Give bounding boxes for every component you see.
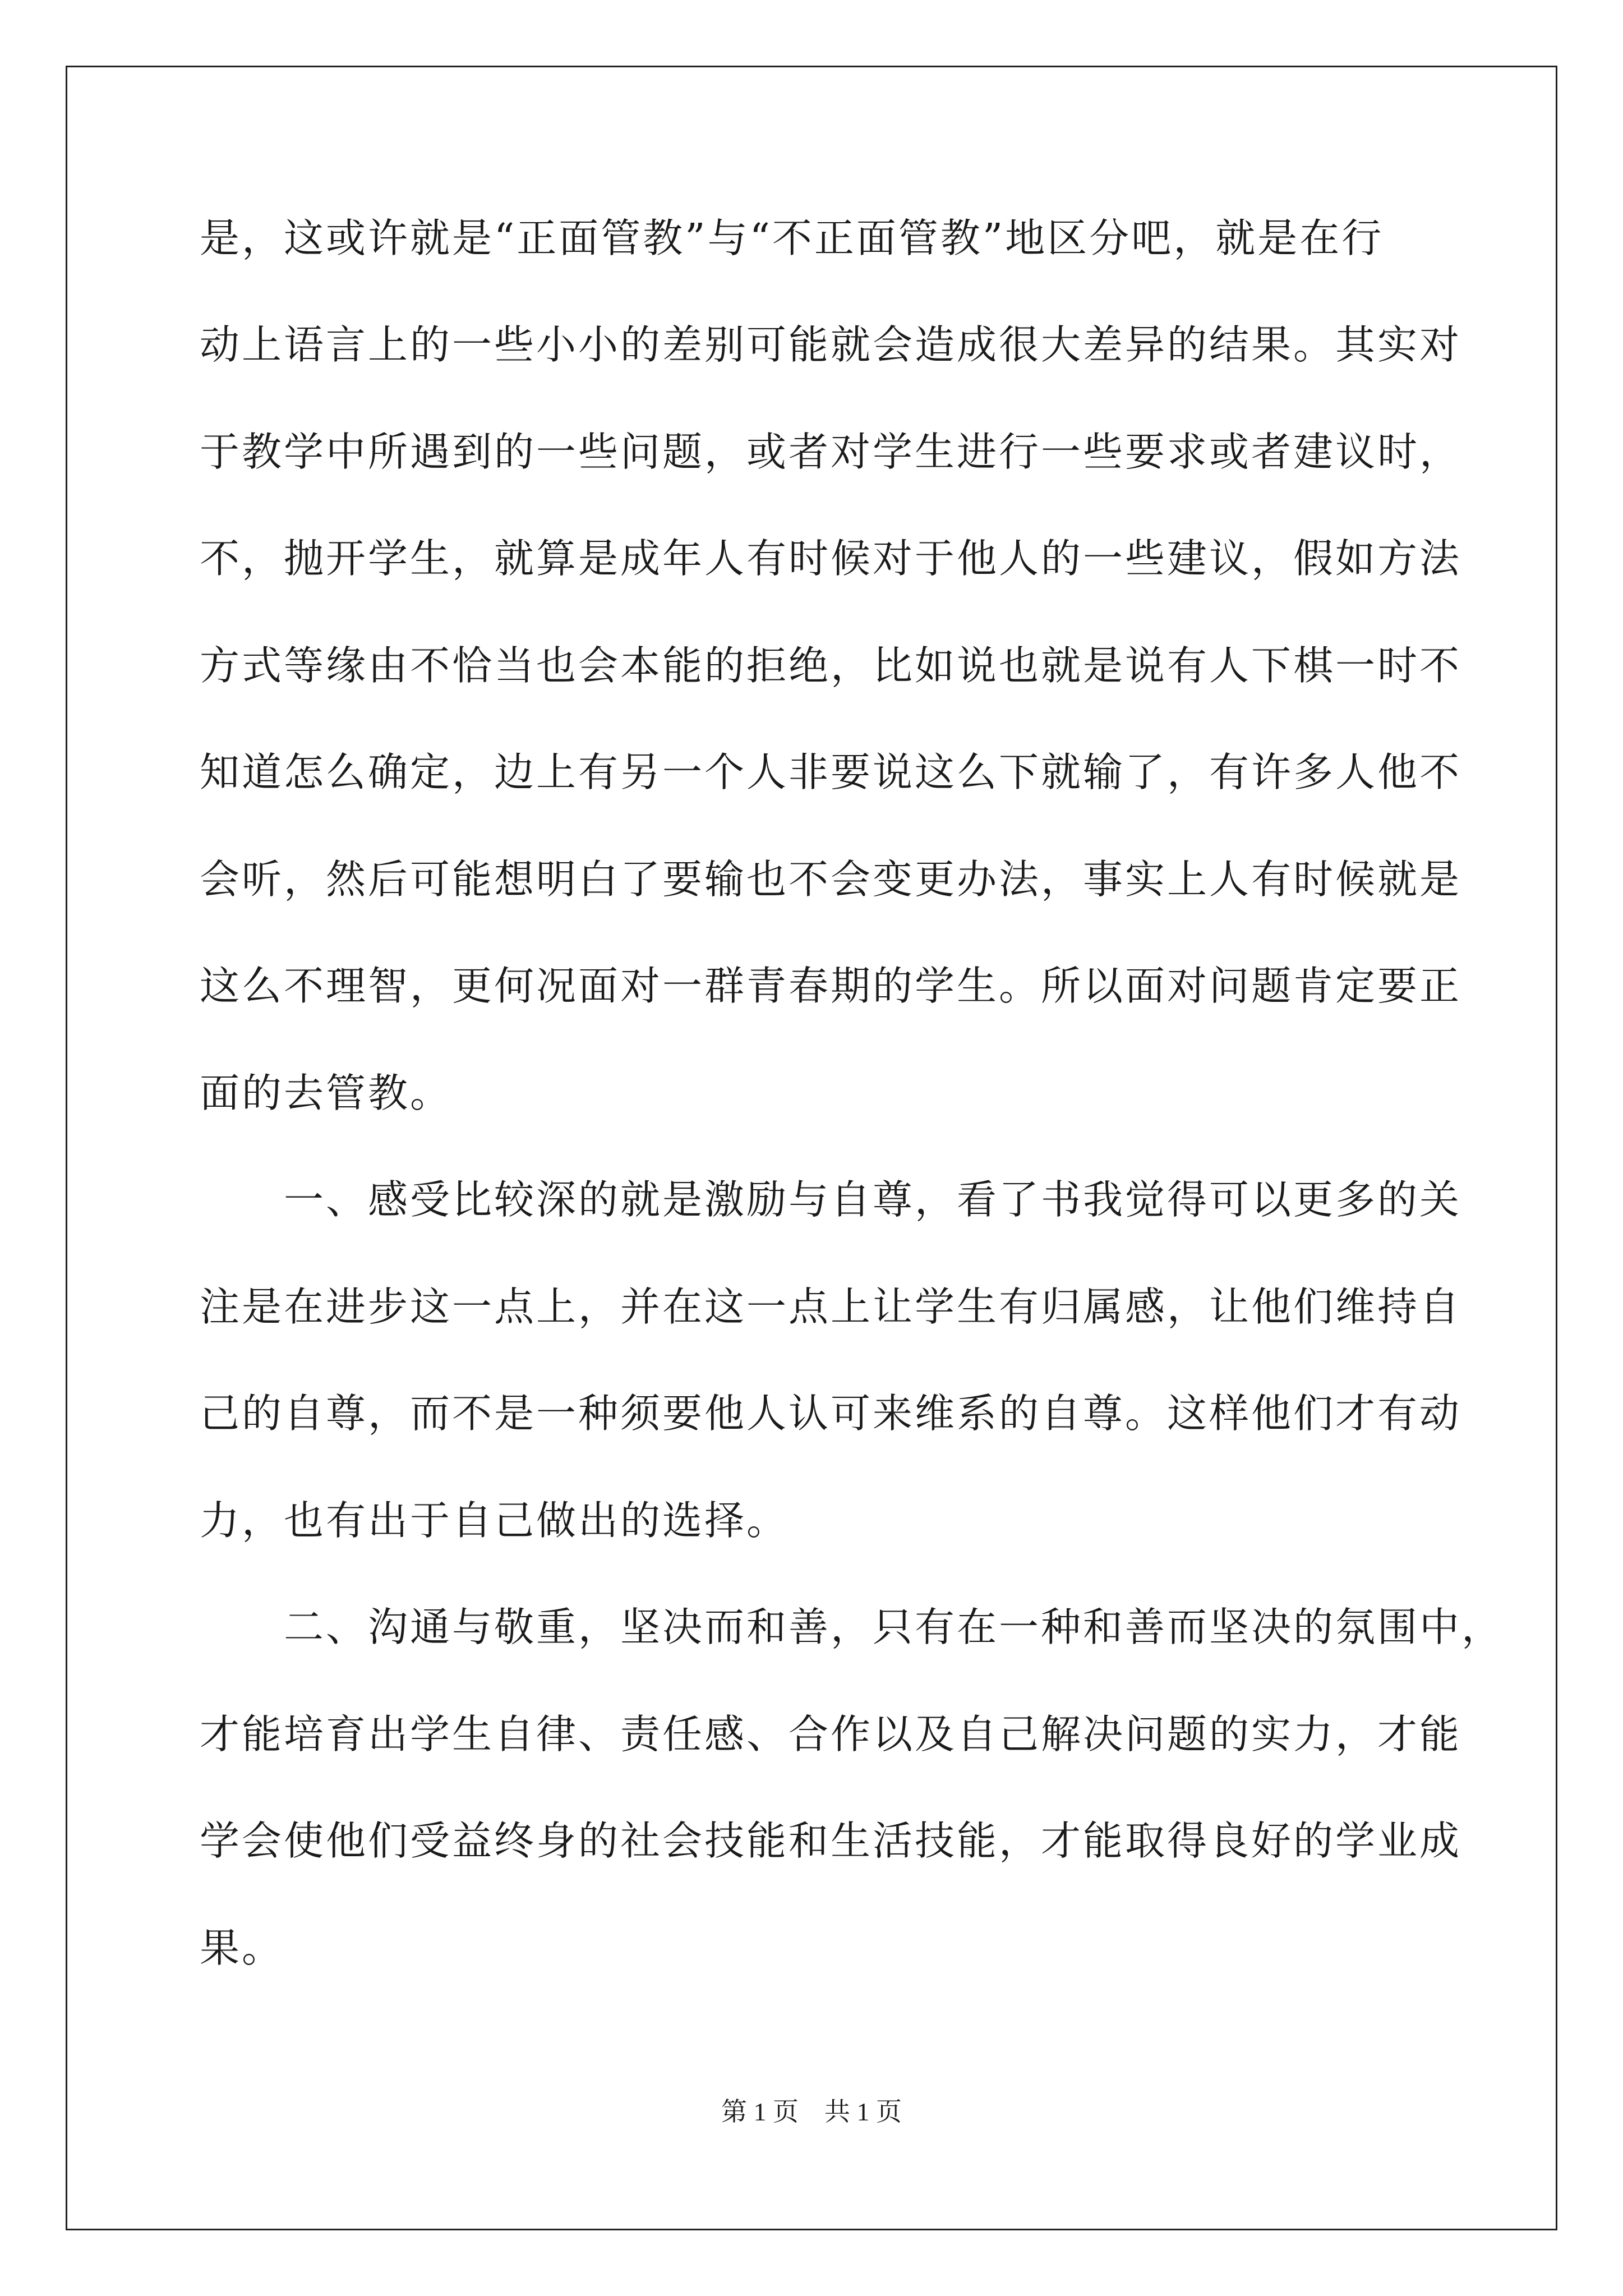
text-line: 方式等缘由不恰当也会本能的拒绝，比如说也就是说有人下棋一时不 xyxy=(200,642,1462,689)
text-line: 会听，然后可能想明白了要输也不会变更办法，事实上人有时候就是 xyxy=(200,856,1462,903)
paragraph-two-line: 二、沟通与敬重，坚决而和善，只有在一种和善而坚决的氛围中， xyxy=(200,1604,1504,1650)
text-line: 知道怎么确定，边上有另一个人非要说这么下就输了，有许多人他不 xyxy=(200,749,1462,795)
text-line: 己的自尊，而不是一种须要他人认可来维系的自尊。这样他们才有动 xyxy=(200,1390,1462,1437)
text-line: 果。 xyxy=(200,1925,284,1971)
text-line: 动上语言上的一些小小的差别可能就会造成很大差异的结果。其实对 xyxy=(200,321,1462,368)
text-line: 才能培育出学生自律、责任感、合作以及自己解决问题的实力，才能 xyxy=(200,1711,1462,1757)
text-line: 于教学中所遇到的一些问题，或者对学生进行一些要求或者建议时， xyxy=(200,429,1462,475)
text-line: 是，这或许就是“正面管教”与“不正面管教”地区分吧，就是在行 xyxy=(200,215,1384,261)
text-line: 注是在进步这一点上，并在这一点上让学生有归属感，让他们维持自 xyxy=(200,1283,1462,1330)
text-line: 学会使他们受益终身的社会技能和生活技能，才能取得良好的学业成 xyxy=(200,1818,1462,1864)
page-number-footer: 第 1 页 共 1 页 xyxy=(721,2097,902,2126)
page-border xyxy=(66,66,1557,2230)
paragraph-one-line: 一、感受比较深的就是激励与自尊，看了书我觉得可以更多的关 xyxy=(200,1176,1462,1223)
text-line: 力，也有出于自己做出的选择。 xyxy=(200,1497,789,1544)
text-line: 面的去管教。 xyxy=(200,1070,453,1116)
text-line: 不，抛开学生，就算是成年人有时候对于他人的一些建议，假如方法 xyxy=(200,535,1462,582)
text-line: 这么不理智，更何况面对一群青春期的学生。所以面对问题肯定要正 xyxy=(200,963,1462,1009)
